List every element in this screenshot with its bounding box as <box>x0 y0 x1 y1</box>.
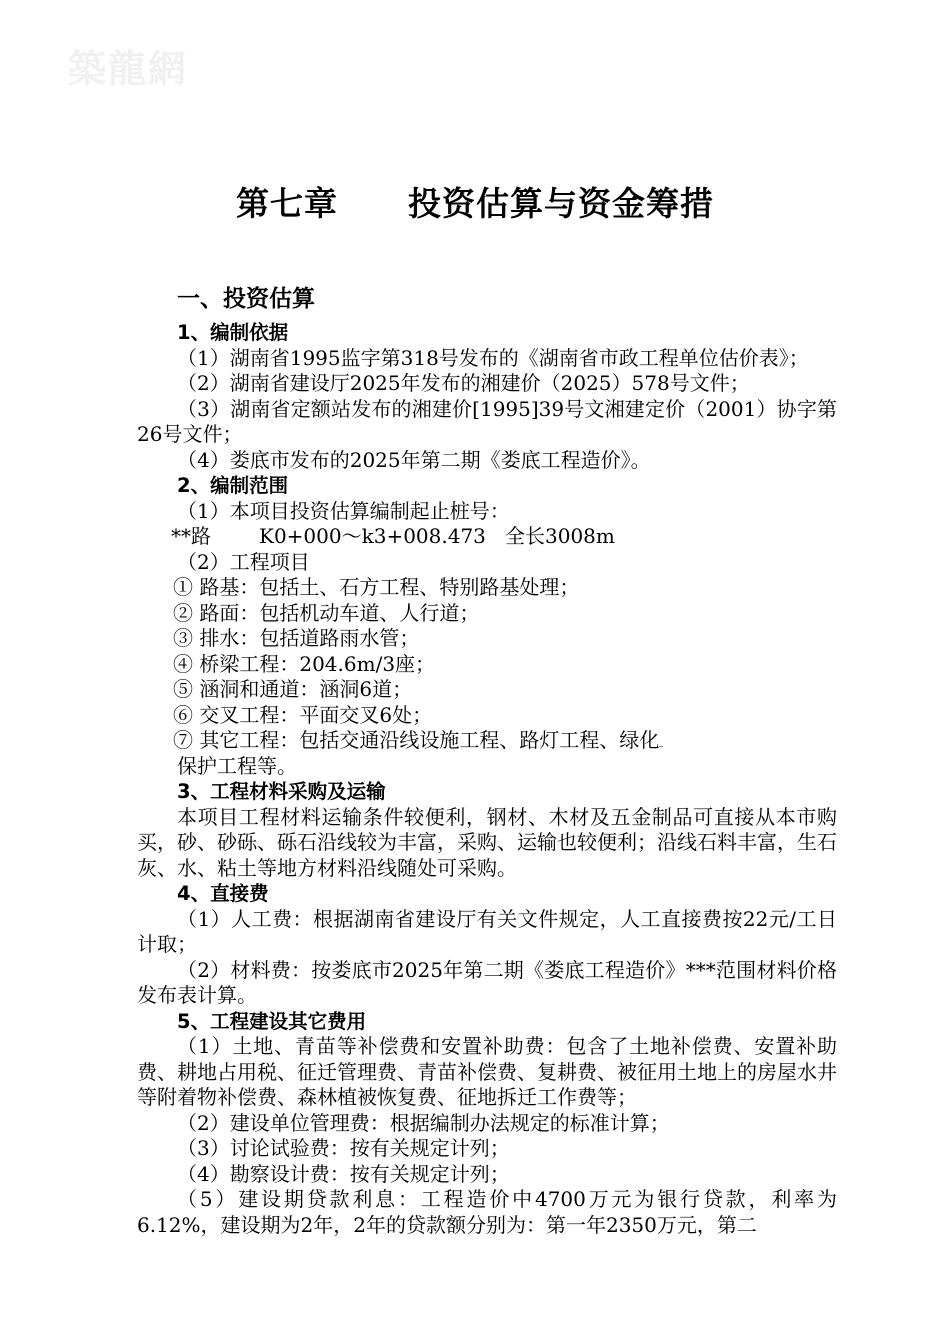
other-costs-heading: 5、工程建设其它费用 <box>177 1009 367 1033</box>
project-item-2: ② 路面：包括机动车道、人行道； <box>173 600 480 625</box>
basis-item-3: （3）湖南省定额站发布的湘建价[1995]39号文湘建定价（2001）协字第26号文件； <box>137 396 837 446</box>
materials-text: 本项目工程材料运输条件较便利，钢材、木材及五金制品可直接从本市购买，砂、砂砾、砾石沿线较为丰富，采购、运输也较便利；沿线石料丰富，生石灰、水、粘土等地方材料沿线随处可采购。 <box>137 804 837 880</box>
other-cost-item-4: （4）勘察设计费：按有关规定计列； <box>177 1161 510 1186</box>
projects-title: （2）工程项目 <box>177 549 310 574</box>
direct-cost-item-1: （1）人工费：根据湖南省建设厅有关文件规定，人工直接费按22元/工日计取； <box>137 906 837 956</box>
other-cost-item-1: （1）土地、青苗等补偿费和安置补助费：包含了土地补偿费、安置补助费、耕地占用税、征迁管理费、青苗补偿费、复耕费、被征用土地上的房屋水井等附着物补偿费、森林植被恢复费、征地拆迁工作费等； <box>137 1034 837 1109</box>
project-item-6: ⑥ 交叉工程：平面交叉6处； <box>173 702 433 727</box>
basis-item-1: （1）湖南省1995监字第318号发布的《湖南省市政工程单位估价表》； <box>177 345 809 370</box>
watermark: 築龍網 <box>68 46 189 91</box>
chapter-title <box>0 178 950 225</box>
route-row <box>137 524 837 550</box>
project-item-3: ③ 排水：包括道路雨水管； <box>173 626 420 650</box>
project-item-5: ⑤ 涵洞和通道：涵洞6道； <box>173 677 413 701</box>
project-item-1: ① 路基：包括土、石方工程、特别路基处理； <box>173 575 580 599</box>
document-body <box>137 284 837 1238</box>
direct-cost-heading: 4、直接费 <box>177 882 269 905</box>
basis-item-4: （4）娄底市发布的2025年第二期《娄底工程造价》。 <box>177 447 651 472</box>
chapter-number: 第七章 <box>236 184 338 223</box>
section-heading: 一、投资估算 <box>177 286 315 312</box>
basis-heading: 1、编制依据 <box>177 321 289 344</box>
route-length: 全长3008m <box>505 524 615 548</box>
other-cost-item-2: （2）建设单位管理费：根据编制办法规定的标准计算； <box>177 1110 670 1135</box>
project-item-7 <box>137 728 837 754</box>
route-stake: K0+000～k3+008.473 <box>259 524 486 548</box>
chapter-name: 投资估算与资金筹措 <box>408 184 714 223</box>
other-cost-item-5: （5）建设期贷款利息：工程造价中4700万元为银行贷款，利率为6.12%，建设期为2年，2年的贷款额分别为：第一年2350万元，第二 <box>137 1187 837 1237</box>
projects-tail: 保护工程等。 <box>177 753 297 778</box>
other-cost-item-3: （3）讨论试验费：按有关规定计列； <box>177 1136 510 1160</box>
stray-mark <box>659 746 663 747</box>
project-item-4: ④ 桥梁工程：204.6m/3座； <box>173 651 436 676</box>
scope-heading: 2、编制范围 <box>177 474 289 497</box>
route-road: **路 <box>171 524 211 548</box>
basis-item-2: （2）湖南省建设厅2025年发布的湘建价（2025）578号文件； <box>177 371 750 395</box>
project-item-7-text: ⑦ 其它工程：包括交通沿线设施工程、路灯工程、绿化 <box>173 728 660 752</box>
scope-intro: （1）本项目投资估算编制起止桩号： <box>177 498 510 523</box>
materials-heading: 3、工程材料采购及运输 <box>177 780 386 803</box>
direct-cost-item-2: （2）材料费：按娄底市2025年第二期《娄底工程造价》***范围材料价格发布表计算。 <box>137 957 837 1007</box>
